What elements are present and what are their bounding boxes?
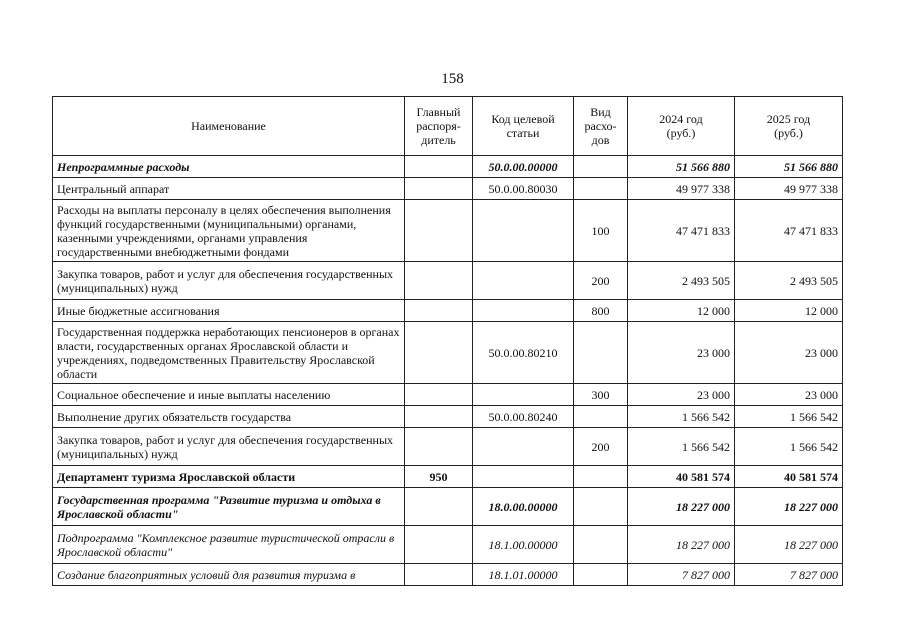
header-code: Код целевой статьи xyxy=(473,97,574,156)
table-row xyxy=(53,300,843,322)
row-code: 50.0.00.80210 xyxy=(473,322,574,384)
header-2024: 2024 год (руб.) xyxy=(628,97,735,156)
row-vid xyxy=(574,156,628,178)
row-code: 18.1.00.00000 xyxy=(473,526,574,564)
row-code xyxy=(473,466,574,488)
row-code: 50.0.00.80030 xyxy=(473,178,574,200)
row-glav xyxy=(405,488,473,526)
row-glav xyxy=(405,526,473,564)
row-vid xyxy=(574,178,628,200)
row-2025: 7 827 000 xyxy=(735,564,843,586)
row-2024: 18 227 000 xyxy=(628,526,735,564)
table-row xyxy=(53,428,843,466)
row-vid: 800 xyxy=(574,300,628,322)
row-glav xyxy=(405,200,473,262)
table-row xyxy=(53,178,843,200)
row-vid xyxy=(574,526,628,564)
row-name: Социальное обеспечение и иные выплаты населению xyxy=(53,384,405,406)
table-row xyxy=(53,526,843,564)
row-2024: 23 000 xyxy=(628,322,735,384)
row-2024: 40 581 574 xyxy=(628,466,735,488)
row-glav xyxy=(405,262,473,300)
row-2024: 23 000 xyxy=(628,384,735,406)
row-name: Выполнение других обязательств государства xyxy=(53,406,405,428)
row-code xyxy=(473,300,574,322)
row-2024: 1 566 542 xyxy=(628,406,735,428)
row-glav xyxy=(405,384,473,406)
row-2025: 40 581 574 xyxy=(735,466,843,488)
table-body xyxy=(53,156,843,586)
row-vid xyxy=(574,488,628,526)
table-row xyxy=(53,156,843,178)
row-name: Непрограммные расходы xyxy=(53,156,405,178)
row-2025: 18 227 000 xyxy=(735,526,843,564)
page-number: 158 xyxy=(441,71,464,87)
row-vid: 200 xyxy=(574,262,628,300)
row-2025: 51 566 880 xyxy=(735,156,843,178)
budget-table xyxy=(52,96,843,586)
row-name: Департамент туризма Ярославской области xyxy=(53,466,405,488)
row-2025: 1 566 542 xyxy=(735,428,843,466)
header-vid: Вид расхо- дов xyxy=(574,97,628,156)
row-2025: 47 471 833 xyxy=(735,200,843,262)
row-name: Закупка товаров, работ и услуг для обеспечения государственных (муниципальных) нужд xyxy=(53,428,405,466)
row-name: Закупка товаров, работ и услуг для обеспечения государственных (муниципальных) нужд xyxy=(53,262,405,300)
table-row xyxy=(53,466,843,488)
table-row xyxy=(53,384,843,406)
row-vid xyxy=(574,322,628,384)
row-2025: 2 493 505 xyxy=(735,262,843,300)
header-2025: 2025 год (руб.) xyxy=(735,97,843,156)
table-row xyxy=(53,200,843,262)
header-name: Наименование xyxy=(53,97,405,156)
row-name: Расходы на выплаты персоналу в целях обеспечения выполнения функций государственными (муниципальными) органами, казенными учреждениями, органами управления государственными внебюджетными фондами xyxy=(53,200,405,262)
row-glav xyxy=(405,428,473,466)
row-name: Создание благоприятных условий для развития туризма в xyxy=(53,564,405,586)
row-2024: 49 977 338 xyxy=(628,178,735,200)
row-code: 18.0.00.00000 xyxy=(473,488,574,526)
row-name: Подпрограмма "Комплексное развитие туристической отрасли в Ярославской области" xyxy=(53,526,405,564)
row-2024: 7 827 000 xyxy=(628,564,735,586)
row-name: Иные бюджетные ассигнования xyxy=(53,300,405,322)
row-2024: 47 471 833 xyxy=(628,200,735,262)
row-name: Центральный аппарат xyxy=(53,178,405,200)
row-vid: 100 xyxy=(574,200,628,262)
row-glav xyxy=(405,564,473,586)
row-2025: 23 000 xyxy=(735,322,843,384)
row-vid: 200 xyxy=(574,428,628,466)
row-code xyxy=(473,200,574,262)
row-glav xyxy=(405,300,473,322)
row-2025: 12 000 xyxy=(735,300,843,322)
row-2025: 1 566 542 xyxy=(735,406,843,428)
row-2024: 18 227 000 xyxy=(628,488,735,526)
row-name: Государственная программа "Развитие туризма и отдыха в Ярославской области" xyxy=(53,488,405,526)
row-2024: 12 000 xyxy=(628,300,735,322)
row-glav xyxy=(405,156,473,178)
table-header-row xyxy=(53,97,843,156)
row-code: 50.0.00.00000 xyxy=(473,156,574,178)
row-glav xyxy=(405,178,473,200)
row-vid: 300 xyxy=(574,384,628,406)
row-glav xyxy=(405,322,473,384)
row-2025: 18 227 000 xyxy=(735,488,843,526)
row-2024: 1 566 542 xyxy=(628,428,735,466)
row-code xyxy=(473,384,574,406)
row-code: 18.1.01.00000 xyxy=(473,564,574,586)
row-2024: 51 566 880 xyxy=(628,156,735,178)
header-glav: Главный распоря- дитель xyxy=(405,97,473,156)
row-code xyxy=(473,428,574,466)
row-code: 50.0.00.80240 xyxy=(473,406,574,428)
row-vid xyxy=(574,466,628,488)
table-row xyxy=(53,262,843,300)
row-name: Государственная поддержка неработающих пенсионеров в органах власти, государственных органах Ярославской области и учреждениях, подведомственных Правительству Ярославской области xyxy=(53,322,405,384)
row-vid xyxy=(574,406,628,428)
table-row xyxy=(53,488,843,526)
row-code xyxy=(473,262,574,300)
table-row xyxy=(53,406,843,428)
row-2024: 2 493 505 xyxy=(628,262,735,300)
row-vid xyxy=(574,564,628,586)
table-row xyxy=(53,322,843,384)
row-glav: 950 xyxy=(405,466,473,488)
row-glav xyxy=(405,406,473,428)
row-2025: 23 000 xyxy=(735,384,843,406)
table-row xyxy=(53,564,843,586)
row-2025: 49 977 338 xyxy=(735,178,843,200)
